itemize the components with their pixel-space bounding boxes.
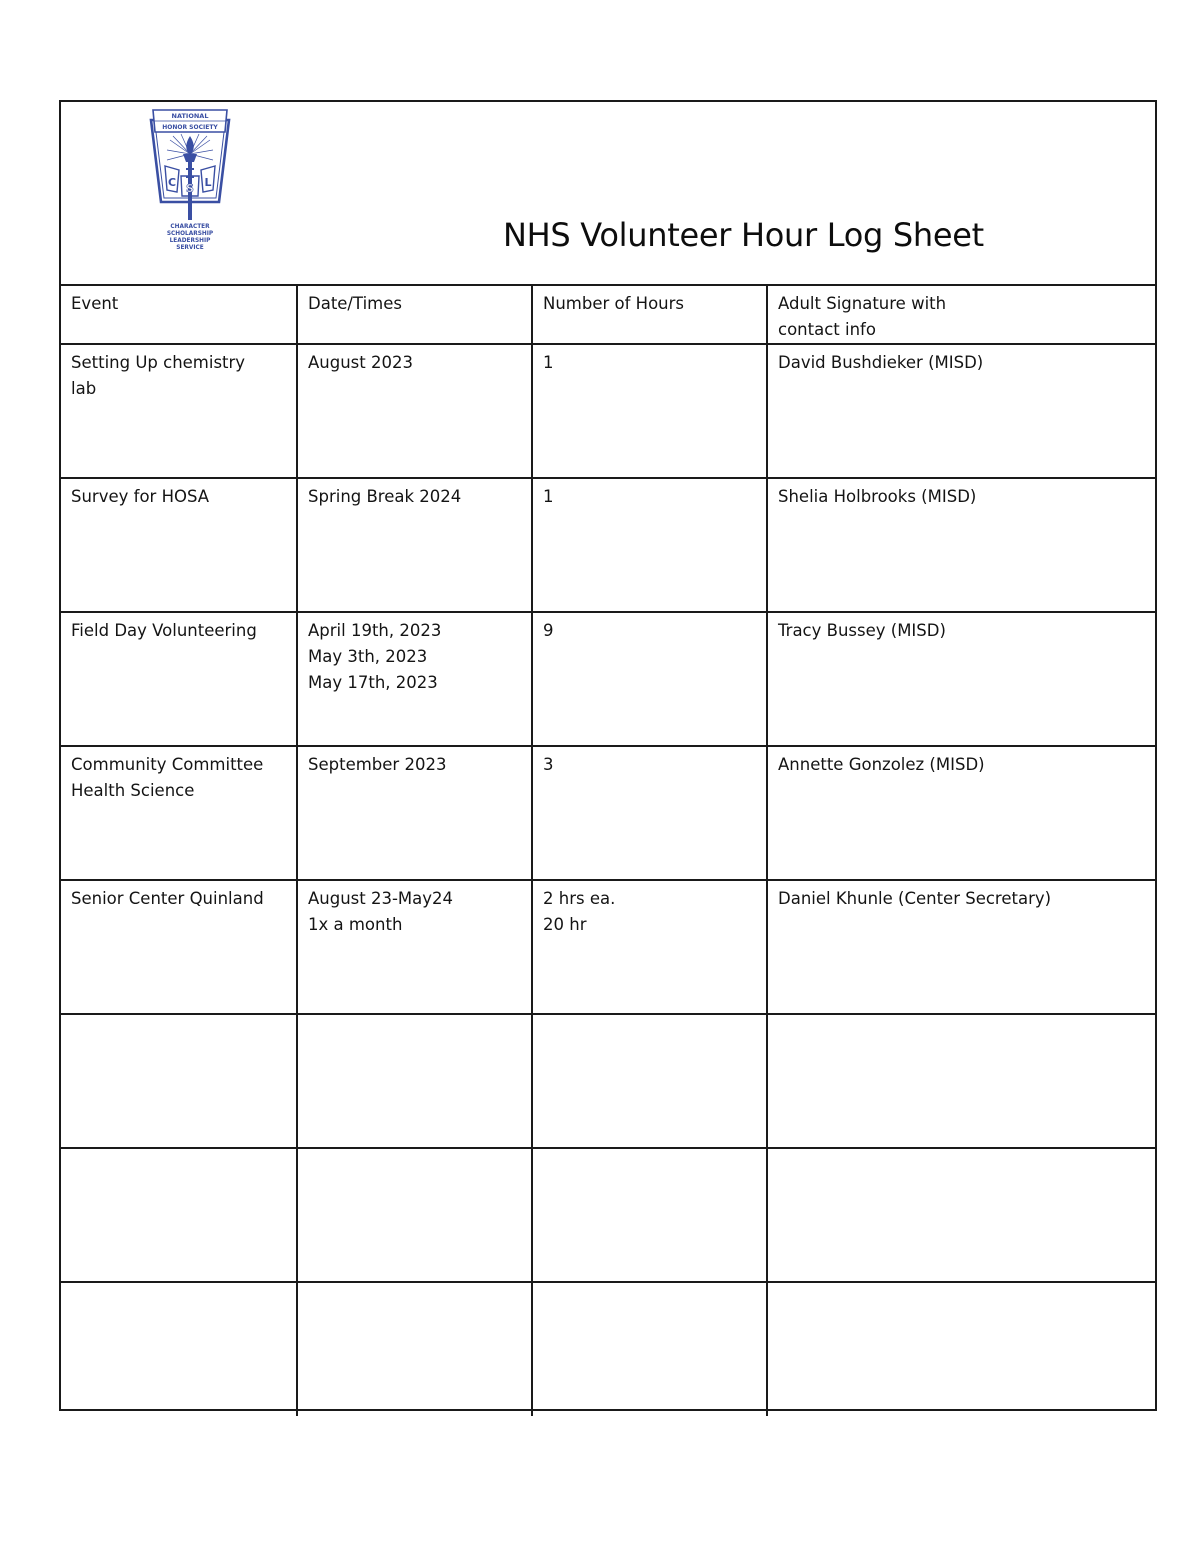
cell-signature: Daniel Khunle (Center Secretary)	[767, 880, 1155, 1014]
cell-event	[61, 1282, 297, 1416]
cell-signature	[767, 1014, 1155, 1148]
svg-text:S: S	[186, 182, 194, 195]
cell-signature: Shelia Holbrooks (MISD)	[767, 478, 1155, 612]
cell-signature	[767, 1282, 1155, 1416]
header-event: Event	[61, 285, 297, 344]
header-number-of-hours: Number of Hours	[532, 285, 767, 344]
sheet-header	[61, 102, 1155, 286]
cell-event: Setting Up chemistry lab	[61, 344, 297, 478]
header-date-times: Date/Times	[297, 285, 532, 344]
cell-date-times	[297, 1014, 532, 1148]
cell-date-times: April 19th, 2023 May 3th, 2023 May 17th, 2023	[297, 612, 532, 746]
cell-signature	[767, 1148, 1155, 1282]
cell-date-times: September 2023	[297, 746, 532, 880]
cell-event: Field Day Volunteering	[61, 612, 297, 746]
cell-signature: Tracy Bussey (MISD)	[767, 612, 1155, 746]
svg-text:NATIONAL: NATIONAL	[171, 112, 209, 120]
cell-hours	[532, 1148, 767, 1282]
log-sheet	[59, 100, 1157, 1411]
cell-event: Survey for HOSA	[61, 478, 297, 612]
cell-event	[61, 1014, 297, 1148]
svg-text:LEADERSHIP: LEADERSHIP	[169, 238, 211, 244]
cell-event	[61, 1148, 297, 1282]
table-row	[61, 880, 1155, 1014]
svg-text:SCHOLARSHIP: SCHOLARSHIP	[166, 231, 214, 237]
cell-signature: Annette Gonzolez (MISD)	[767, 746, 1155, 880]
header-adult-signature: Adult Signature with contact info	[767, 285, 1155, 344]
nhs-logo-icon	[145, 106, 235, 252]
table-row	[61, 344, 1155, 478]
svg-text:C: C	[167, 176, 177, 189]
document-title: NHS Volunteer Hour Log Sheet	[503, 216, 984, 254]
cell-date-times: August 2023	[297, 344, 532, 478]
table-row	[61, 1014, 1155, 1148]
cell-hours: 9	[532, 612, 767, 746]
table-row	[61, 612, 1155, 746]
cell-date-times	[297, 1148, 532, 1282]
svg-text:SERVICE: SERVICE	[176, 245, 204, 251]
volunteer-hour-table	[61, 284, 1155, 1416]
table-row	[61, 1148, 1155, 1282]
svg-text:CHARACTER: CHARACTER	[170, 224, 210, 230]
table-row	[61, 746, 1155, 880]
cell-hours	[532, 1014, 767, 1148]
cell-event: Community Committee Health Science	[61, 746, 297, 880]
table-row	[61, 478, 1155, 612]
svg-text:HONOR SOCIETY: HONOR SOCIETY	[162, 124, 218, 131]
svg-text:L: L	[204, 176, 212, 189]
cell-hours	[532, 1282, 767, 1416]
table-header-row	[61, 285, 1155, 344]
cell-signature: David Bushdieker (MISD)	[767, 344, 1155, 478]
table-row	[61, 1282, 1155, 1416]
cell-date-times: August 23-May24 1x a month	[297, 880, 532, 1014]
cell-event: Senior Center Quinland	[61, 880, 297, 1014]
cell-date-times	[297, 1282, 532, 1416]
cell-hours: 1	[532, 344, 767, 478]
cell-hours: 3	[532, 746, 767, 880]
cell-hours: 2 hrs ea. 20 hr	[532, 880, 767, 1014]
cell-hours: 1	[532, 478, 767, 612]
cell-date-times: Spring Break 2024	[297, 478, 532, 612]
